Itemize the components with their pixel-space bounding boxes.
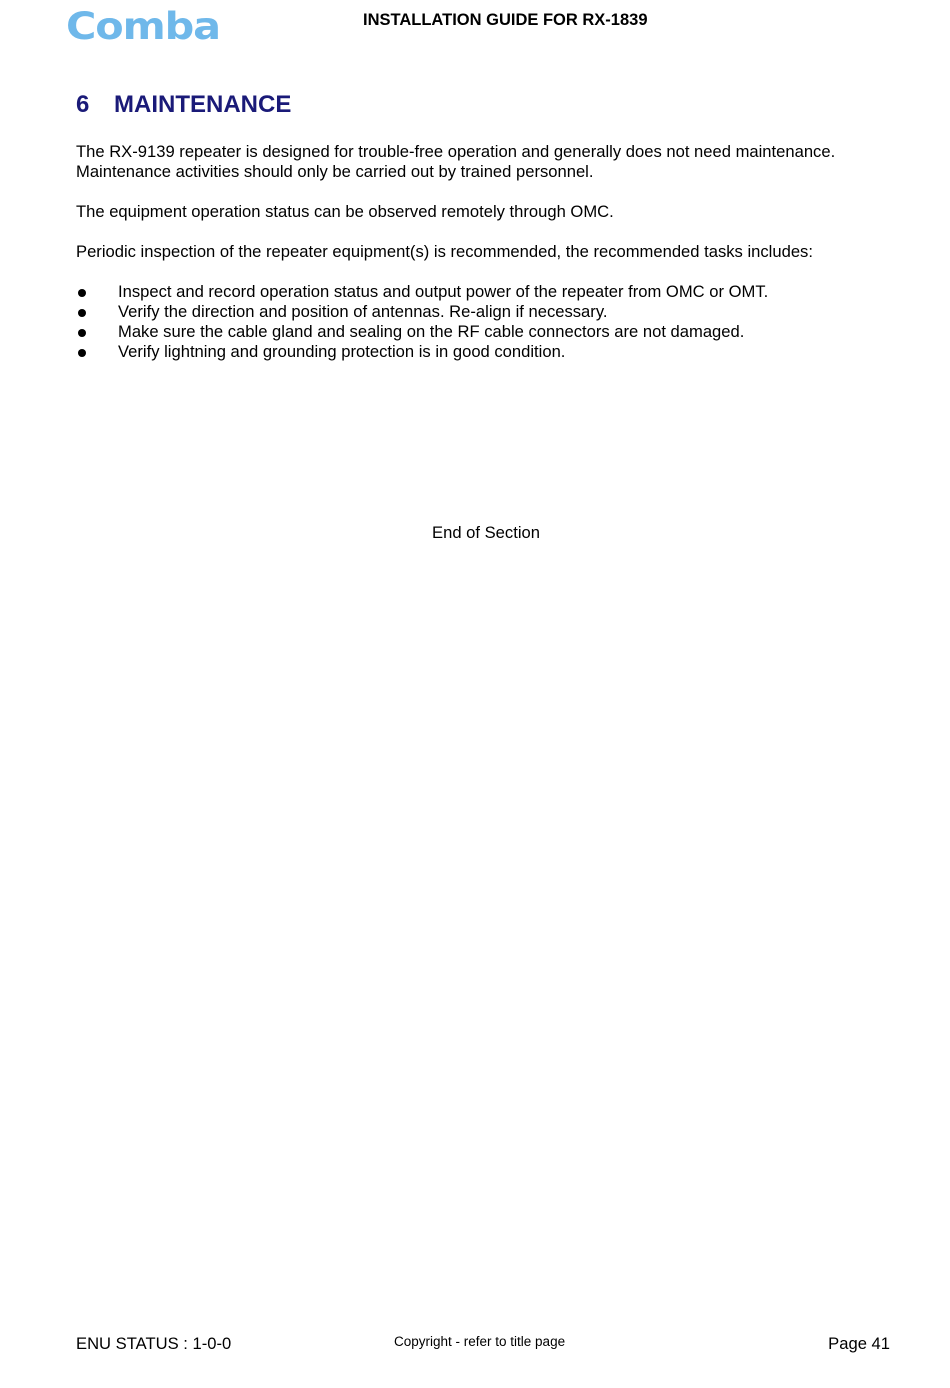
comba-logo xyxy=(66,6,222,46)
list-item xyxy=(76,302,906,322)
section-body xyxy=(76,142,906,362)
footer-page-number: Page 41 xyxy=(828,1334,890,1353)
maintenance-task-list xyxy=(76,282,906,362)
list-item-text: Make sure the cable gland and sealing on the RF cable connectors are not damaged. xyxy=(118,322,745,341)
bullet-icon xyxy=(78,289,86,297)
list-item-text: Verify the direction and position of antennas. Re-align if necessary. xyxy=(118,302,608,321)
list-item-text: Verify lightning and grounding protection is in good condition. xyxy=(118,342,566,361)
section-title: MAINTENANCE xyxy=(114,91,292,118)
section-heading xyxy=(76,91,291,119)
list-item xyxy=(76,322,906,342)
logo-wordmark: Comba xyxy=(66,6,220,46)
end-of-section-marker: End of Section xyxy=(432,523,540,542)
list-item xyxy=(76,342,906,362)
bullet-icon xyxy=(78,309,86,317)
list-item-text: Inspect and record operation status and output power of the repeater from OMC or OMT. xyxy=(118,282,769,301)
bullet-icon xyxy=(78,349,86,357)
inspection-paragraph: Periodic inspection of the repeater equipment(s) is recommended, the recommended tasks includes: xyxy=(76,242,813,261)
remote-status-paragraph: The equipment operation status can be observed remotely through OMC. xyxy=(76,202,614,221)
document-header-title: INSTALLATION GUIDE FOR RX-1839 xyxy=(363,11,648,29)
footer-copyright: Copyright - refer to title page xyxy=(394,1334,566,1349)
bullet-icon xyxy=(78,329,86,337)
intro-paragraph: The RX-9139 repeater is designed for trouble-free operation and generally does not need maintenance. Maintenance activities should only be carried out by trained personnel. xyxy=(76,142,836,181)
list-item xyxy=(76,282,906,302)
section-number: 6 xyxy=(76,91,90,118)
footer-status: ENU STATUS : 1-0-0 xyxy=(76,1334,232,1353)
